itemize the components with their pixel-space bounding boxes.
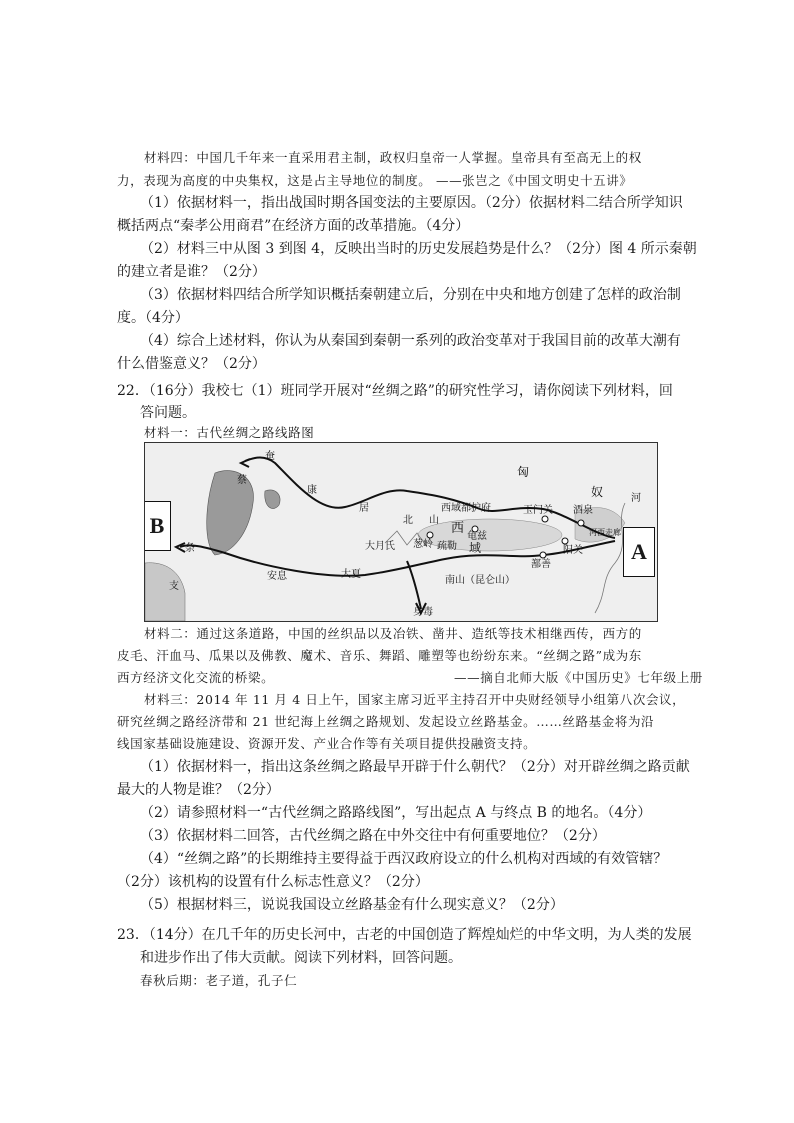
map-label-anxi: 安息 <box>267 571 287 582</box>
q22-part4-line1: （4）“丝绸之路”的长期维持主要得益于西汉政府设立的什么机构对西域的有效管辖？ <box>140 851 668 867</box>
q22-material2-source: ——摘自北师大版《中国历史》七年级上册 <box>454 670 703 685</box>
map-label-nanshan: 南山（昆仑山） <box>445 575 515 586</box>
material4-line1: 材料四：中国几千年来一直采用君主制，政权归皇帝一人掌握。皇帝具有至高无上的权 <box>144 150 642 165</box>
map-label-xiongnu1: 匈 <box>517 465 530 479</box>
map-label-xiongnu2: 奴 <box>591 485 604 499</box>
shule-dot <box>427 532 433 538</box>
map-label-ju: 居 <box>359 503 369 514</box>
map-label-jiuquan: 酒泉 <box>573 505 593 516</box>
india-branch-line <box>407 561 421 609</box>
map-label-yu: 域 <box>469 541 482 555</box>
map-label-zhi: 支 <box>169 581 179 592</box>
map-label-hexi: 河西走廊 <box>589 528 621 537</box>
shanshan-dot <box>540 552 546 558</box>
q22-intro-line2: 答问题。 <box>140 405 196 421</box>
map-label-shule: 疏勒 <box>437 541 457 552</box>
map-label-yan: 奄 <box>265 451 275 462</box>
q21-part2-line2: 的建立者是谁？（2分） <box>117 264 266 280</box>
map-label-yumenguan: 玉门关 <box>523 505 553 516</box>
map-label-qiuci: 龟兹 <box>467 531 487 542</box>
q21-part3-line2: 度。（4分） <box>117 310 189 326</box>
yangguan-dot <box>562 538 568 544</box>
map-label-daxia: 大夏 <box>341 569 361 580</box>
q23-intro-line2: 和进步作出了伟大贡献。阅读下列材料，回答问题。 <box>140 950 462 966</box>
silk-road-map-graphic <box>145 443 657 621</box>
map-label-ho: 河 <box>631 493 641 504</box>
q21-part4-line2: 什么借鉴意义？（2分） <box>117 356 266 372</box>
q22-material2-line1: 材料二：通过这条道路，中国的丝织品以及冶铁、凿井、造纸等技术相继西传，西方的 <box>144 626 642 641</box>
map-box-b: B <box>144 501 171 551</box>
northern-route-arrow <box>241 459 250 467</box>
yumenguan-dot <box>542 516 548 522</box>
map-label-bei: 北 <box>403 515 413 526</box>
q23-material-line: 春秋后期：老子道，孔子仁 <box>140 973 298 988</box>
q21-part4-line1: （4）综合上述材料，你认为从秦国到秦朝一系列的政治变革对于我国目前的改革大潮有 <box>140 333 681 349</box>
map-label-yangguan: 阳关 <box>563 545 583 556</box>
q22-part4-line2: （2分）该机构的设置有什么标志性意义？（2分） <box>117 874 429 890</box>
map-label-shanshan: 鄯善 <box>531 559 551 570</box>
silk-road-map <box>144 442 658 622</box>
q22-material1-label: 材料一：古代丝绸之路线路图 <box>144 425 315 440</box>
map-label-cai: 蔡 <box>237 475 247 486</box>
map-label-dayuezhi: 大月氏 <box>365 541 395 552</box>
material4-line2: 力，表现为高度的中央集权，这是占主导地位的制度。 ——张岂之《中国文明史十五讲》 <box>117 173 633 188</box>
map-label-kang: 康 <box>307 485 317 496</box>
q22-part1-line1: （1）依据材料一，指出这条丝绸之路最早开辟于什么朝代？（2分）对开辟丝绸之路贡献 <box>140 759 690 775</box>
map-label-xi: 西 <box>451 521 465 536</box>
aral-sea-shape <box>265 490 280 509</box>
q22-part1-line2: 最大的人物是谁？（2分） <box>117 782 280 798</box>
q21-part2-line1: （2）材料三中从图 3 到图 4，反映出当时的历史发展趋势是什么？（2分）图 4 所示秦朝 <box>140 241 697 257</box>
map-label-tiao: 条 <box>185 543 195 554</box>
map-label-xiyu-duhufu: 西域都护府 <box>441 503 491 514</box>
q22-material2-line2: 皮毛、汗血马、瓜果以及佛教、魔术、音乐、舞蹈、雕塑等也纷纷东来。“丝绸之路”成为东 <box>117 648 642 663</box>
map-label-shendu: 身毒 <box>413 607 433 618</box>
q22-part3: （3）依据材料二回答，古代丝绸之路在中外交往中有何重要地位？（2分） <box>140 828 606 844</box>
q23-intro-line1: 23．（14分）在几千年的历史长河中，古老的中国创造了辉煌灿烂的中华文明，为人类的发展 <box>117 927 692 943</box>
q22-intro-line1: 22．（16分）我校七（1）班同学开展对“丝绸之路”的研究性学习，请你阅读下列材料，回 <box>117 383 673 399</box>
persian-gulf-shape <box>145 563 185 621</box>
map-box-a: A <box>623 527 655 577</box>
q21-part1-line1: （1）依据材料一，指出战国时期各国变法的主要原因。（2分）依据材料二结合所学知识 <box>140 195 683 211</box>
q21-part1-line2: 概括两点“秦孝公用商君”在经济方面的改革措施。（4分） <box>117 218 470 234</box>
map-label-shan: 山 <box>429 515 439 526</box>
jiuquan-dot <box>578 520 584 526</box>
q22-material2-line3: 西方经济文化交流的桥梁。 <box>117 670 275 685</box>
map-label-congling: 葱岭 <box>413 539 433 550</box>
q22-material3-line3: 线国家基础设施建设、资源开发、产业合作等有关项目提供投融资支持。 <box>117 736 537 751</box>
q22-part5: （5）根据材料三，说说我国设立丝路基金有什么现实意义？（2分） <box>140 897 564 913</box>
q22-material3-line1: 材料三：2014 年 11 月 4 日上午，国家主席习近平主持召开中央财经领导小组第八次会议， <box>144 692 686 707</box>
q22-part2: （2）请参照材料一“古代丝绸之路路线图”，写出起点 A 与终点 B 的地名。（4分） <box>140 805 652 821</box>
q21-part3-line1: （3）依据材料四结合所学知识概括秦朝建立后，分别在中央和地方创建了怎样的政治制 <box>140 287 681 303</box>
q22-material3-line2: 研究丝绸之路经济带和 21 世纪海上丝绸之路规划、发起设立丝路基金。……丝路基金将为沿 <box>117 714 655 729</box>
